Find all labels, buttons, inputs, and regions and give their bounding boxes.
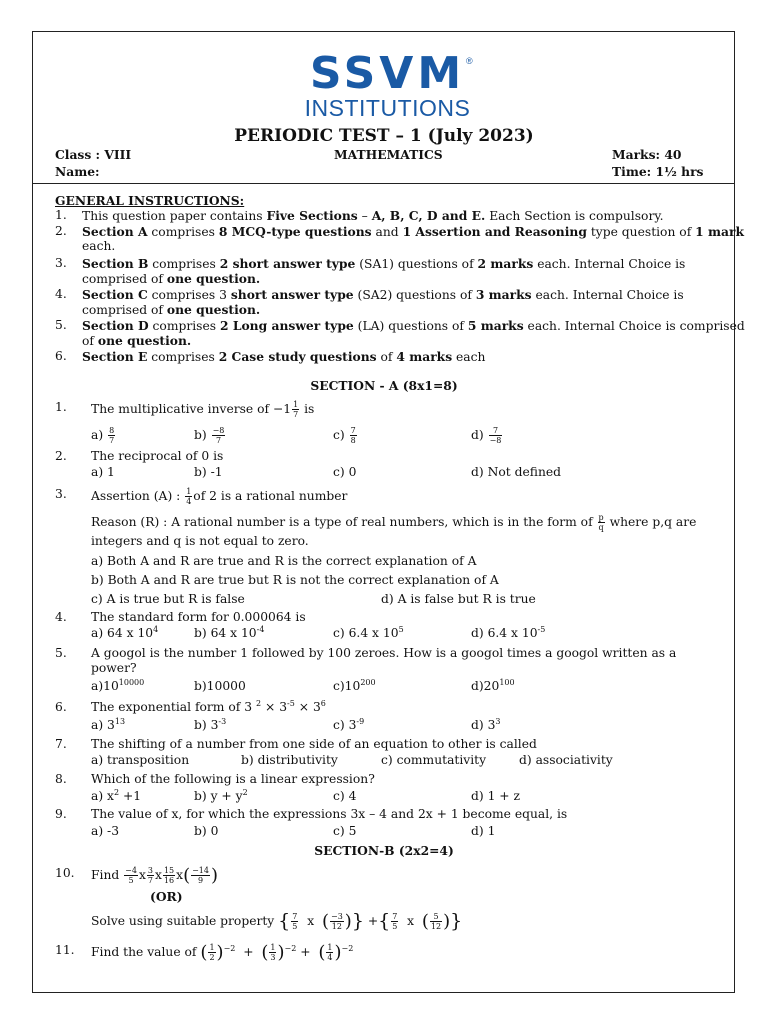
option: d) A is false but R is true	[381, 592, 536, 606]
option: a) $\frac{8}{7}$	[91, 426, 115, 445]
instruction-5: Section D comprises 2 Long answer type (LA) questions of 5 marks each. Internal Choice is comprised	[82, 318, 745, 333]
question-number: 2.	[55, 449, 67, 463]
option: b)10000	[194, 679, 246, 693]
option: c) A is true but R is false	[91, 592, 245, 606]
instruction-2: Section A comprises 8 MCQ-type questions and 1 Assertion and Reasoning type question of 1 mark	[82, 224, 744, 239]
question-number: 10.	[55, 866, 75, 880]
option: d) associativity	[519, 753, 613, 767]
or-label: (OR)	[150, 889, 183, 904]
question-10: Find $\frac{-4}{5}$ x $\frac{3}{7}$ x $\frac{15}{16}$ x( $\frac{-14}{9}$ )	[91, 865, 219, 886]
question-6: The exponential form of 3 $^2 \times 3^{-5} \times 3^6$	[91, 698, 326, 714]
question-7: The shifting of a number from one side of an equation to other is called	[91, 737, 537, 751]
option: a) $3^{13}$	[91, 716, 126, 732]
option: $a)10^{10000}$	[91, 677, 145, 693]
instruction-4: Section C comprises 3 short answer type (SA2) questions of 3 marks each. Internal Choice is	[82, 287, 684, 302]
instruction-number: 6.	[55, 349, 67, 363]
option: b) distributivity	[241, 753, 338, 767]
option: a) $x^2 +1$	[91, 787, 142, 803]
option: b) 0	[194, 824, 219, 838]
option: c) $3^{-9}$	[333, 716, 365, 732]
option: a) transposition	[91, 753, 190, 767]
option: b) $3^{-3}$	[194, 716, 227, 732]
option: c) 6.4 x $10^5$	[333, 624, 404, 640]
logo-wordmark: SSVM	[309, 48, 466, 99]
question-number: 8.	[55, 772, 67, 786]
time-label: Time: 1½ hrs	[612, 164, 704, 179]
subject-label: MATHEMATICS	[334, 147, 443, 162]
option: c) $\frac{7}{8}$	[333, 426, 356, 445]
option: a) -3	[91, 824, 120, 838]
header-divider	[33, 183, 734, 184]
option: d) Not defined	[471, 465, 562, 479]
logo-subtitle: INSTITUTIONS	[304, 95, 471, 121]
instruction-number: 5.	[55, 318, 67, 332]
instruction-2-cont: each.	[82, 239, 116, 253]
instruction-number: 2.	[55, 224, 67, 238]
question-3-reason-cont: integers and q is not equal to zero.	[91, 534, 309, 548]
option: c) 5	[333, 824, 357, 838]
instruction-number: 3.	[55, 256, 67, 270]
question-5: A googol is the number 1 followed by 100 zeroes. How is a googol times a googol written as a	[91, 646, 677, 660]
question-number: 1.	[55, 400, 67, 414]
instruction-1: This question paper contains Five Sections – A, B, C, D and E. Each Section is compulsory.	[82, 208, 664, 223]
question-number: 6.	[55, 700, 67, 714]
instructions-heading: GENERAL INSTRUCTIONS:	[55, 193, 245, 208]
instruction-5-cont: of one question.	[82, 333, 192, 348]
instruction-3: Section B comprises 2 short answer type (SA1) questions of 2 marks each. Internal Choice is	[82, 256, 686, 271]
section-a-heading: SECTION - A (8x1=8)	[310, 378, 458, 393]
option: d) $\frac{7}{-8}$	[471, 426, 502, 445]
option: b) $\frac{-8}{7}$	[194, 426, 225, 445]
question-8: Which of the following is a linear expression?	[91, 772, 375, 786]
question-4: The standard form for 0.000064 is	[91, 610, 306, 624]
option: b) $y + y^2$	[194, 787, 248, 803]
marks-label: Marks: 40	[612, 147, 682, 162]
page-title: PERIODIC TEST – 1 (July 2023)	[234, 126, 534, 146]
option: c) commutativity	[381, 753, 487, 767]
question-5-cont: power?	[91, 661, 137, 675]
question-3-assertion: Assertion (A) : $\frac{1}{4}$ of 2 is a rational number	[91, 487, 348, 506]
option: b) -1	[194, 465, 223, 479]
option: a) 64 x $10^4$	[91, 624, 159, 640]
question-number: 11.	[55, 943, 75, 957]
registered-mark: ®	[466, 56, 473, 66]
question-3-reason: Reason (R) : A rational number is a type of real numbers, which is in the form of $\frac{p}{q}$ where p,q are	[91, 513, 697, 532]
question-number: 5.	[55, 646, 67, 660]
question-number: 9.	[55, 807, 67, 821]
question-11: Find the value of ( $\frac{1}{2}$ )$^{-2}$ + ( $\frac{1}{3}$ )$^{-2}$ + ( $\frac{1}{4}$ )$^{-2}$	[91, 942, 354, 963]
name-label: Name:	[55, 164, 100, 179]
question-number: 4.	[55, 610, 67, 624]
question-9: The value of x, for which the expressions 3x – 4 and 2x + 1 become equal, is	[91, 807, 568, 821]
option: $c)10^{200}$	[333, 677, 376, 693]
question-1: The multiplicative inverse of −1 $\frac{1}{7}$ is	[91, 400, 315, 419]
option: b) Both A and R are true but R is not the correct explanation of A	[91, 573, 499, 587]
question-10-alternative: Solve using suitable property { $\frac{7}{5}$ x ( $\frac{-3}{12}$ )} +{ $\frac{7}{5}$ x ( $\frac{5}{12}$ )}	[91, 910, 463, 932]
option: d) $3^3$	[471, 716, 501, 732]
option: a) Both A and R are true and R is the correct explanation of A	[91, 554, 477, 568]
instruction-6: Section E comprises 2 Case study questions of 4 marks each	[82, 349, 486, 364]
option: b) 64 x $10^{-4}$	[194, 624, 265, 640]
question-number: 7.	[55, 737, 67, 751]
class-label: Class : VIII	[55, 147, 132, 162]
option: a) 1	[91, 465, 115, 479]
instruction-3-cont: comprised of one question.	[82, 271, 261, 286]
option: c) 4	[333, 789, 357, 803]
question-number: 3.	[55, 487, 67, 501]
option: d) 6.4 x $10^{-5}$	[471, 624, 546, 640]
question-2: The reciprocal of 0 is	[91, 449, 224, 463]
instruction-number: 4.	[55, 287, 67, 301]
option: d) 1	[471, 824, 496, 838]
option: $d)20^{100}$	[471, 677, 515, 693]
option: d) 1 + z	[471, 789, 521, 803]
instruction-4-cont: comprised of one question.	[82, 302, 261, 317]
section-b-heading: SECTION-B (2x2=4)	[314, 843, 454, 858]
option: c) 0	[333, 465, 357, 479]
instruction-number: 1.	[55, 208, 67, 222]
